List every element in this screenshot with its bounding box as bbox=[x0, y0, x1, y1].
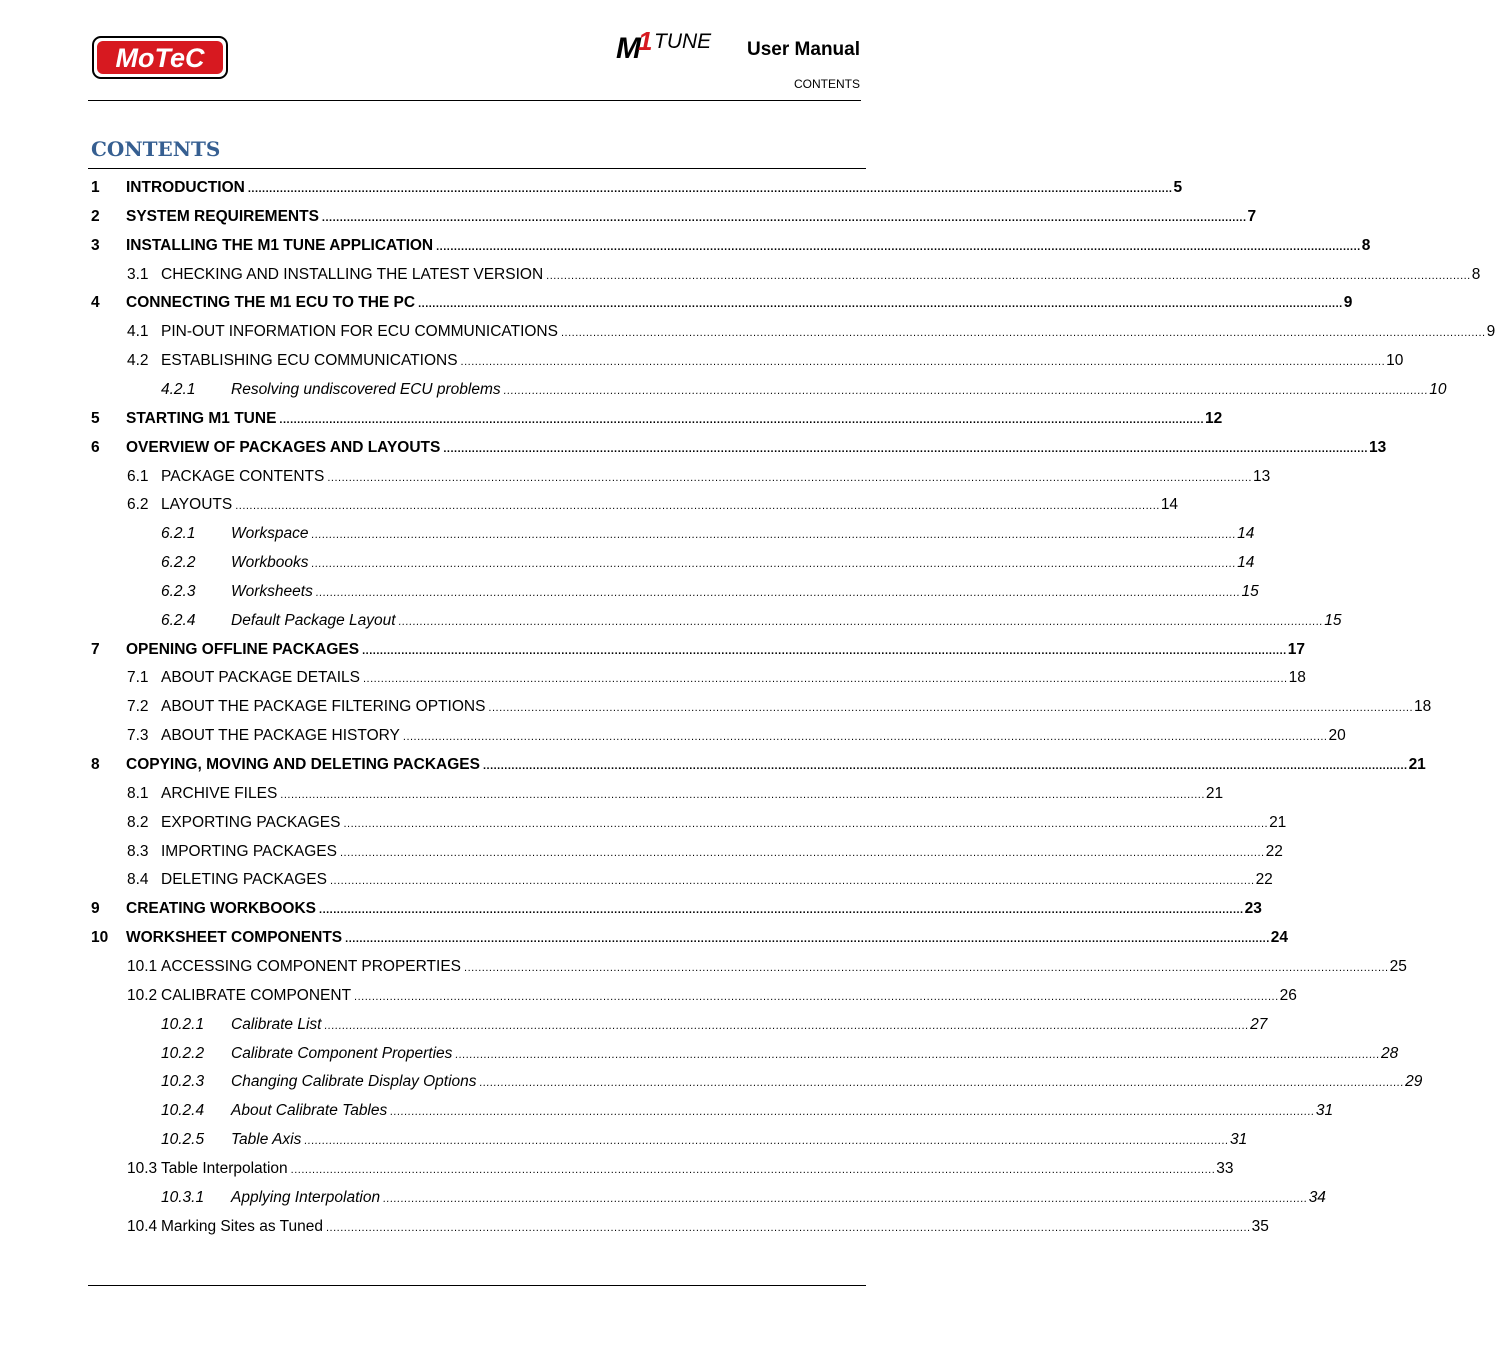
toc-entry[interactable] bbox=[0, 1218, 1269, 1240]
toc-entry-title: COPYING, MOVING AND DELETING PACKAGES bbox=[126, 756, 480, 773]
toc-entry-page: 25 bbox=[1389, 958, 1407, 975]
toc-entry[interactable] bbox=[0, 381, 1447, 403]
toc-entry-number: 8.3 bbox=[127, 843, 149, 860]
toc-dot-leader: .................................................................................................................................................................................................................................................................... bbox=[464, 962, 1389, 974]
toc-entry-page: 21 bbox=[1205, 785, 1224, 802]
toc-entry-page: 29 bbox=[1405, 1073, 1423, 1090]
toc-entry-line bbox=[161, 958, 1407, 976]
toc-dot-leader: .................................................................................................................................................................................................................................................................... bbox=[479, 1077, 1405, 1089]
toc-entry-line bbox=[161, 698, 1432, 716]
toc-dot-leader: .................................................................................................................................................................................................................................................................... bbox=[402, 731, 1328, 743]
toc-entry-page: 27 bbox=[1250, 1016, 1268, 1033]
toc-entry-line bbox=[161, 323, 1495, 341]
toc-entry-page: 10 bbox=[1429, 381, 1447, 398]
toc-entry-title: OVERVIEW OF PACKAGES AND LAYOUTS bbox=[126, 439, 441, 456]
toc-dot-leader: .................................................................................................................................................................................................................................................................... bbox=[315, 587, 1241, 599]
toc-dot-leader: .................................................................................................................................................................................................................................................................... bbox=[560, 327, 1486, 339]
toc-entry-line bbox=[126, 641, 1305, 659]
toc-entry[interactable] bbox=[0, 323, 1495, 345]
toc-entry-page: 34 bbox=[1308, 1189, 1326, 1206]
toc-entry-number: 9 bbox=[91, 900, 100, 917]
toc-entry[interactable] bbox=[0, 496, 1179, 518]
toc-entry-number: 4.1 bbox=[127, 323, 149, 340]
toc-dot-leader: .................................................................................................................................................................................................................................................................... bbox=[362, 673, 1288, 685]
toc-entry-line bbox=[231, 1045, 1399, 1063]
toc-entry[interactable] bbox=[0, 669, 1306, 691]
toc-entry-line bbox=[126, 900, 1262, 918]
toc-entry[interactable] bbox=[0, 929, 1289, 951]
toc-entry[interactable] bbox=[0, 1016, 1268, 1038]
toc-dot-leader: .................................................................................................................................................................................................................................................................... bbox=[321, 212, 1247, 224]
toc-entry[interactable] bbox=[0, 1045, 1399, 1067]
toc-entry-number: 10.1 bbox=[127, 958, 158, 975]
toc-dot-leader: .................................................................................................................................................................................................................................................................... bbox=[443, 443, 1368, 455]
toc-entry-line bbox=[161, 669, 1306, 687]
toc-entry-title: ABOUT PACKAGE DETAILS bbox=[161, 669, 360, 686]
toc-entry-page: 15 bbox=[1241, 583, 1259, 600]
toc-entry-number: 10.2 bbox=[127, 987, 158, 1004]
toc-dot-leader: .................................................................................................................................................................................................................................................................... bbox=[488, 702, 1414, 714]
toc-entry-number: 6.2 bbox=[127, 496, 149, 513]
toc-entry-line bbox=[126, 929, 1289, 947]
toc-dot-leader: .................................................................................................................................................................................................................................................................... bbox=[279, 414, 1205, 426]
toc-entry[interactable] bbox=[0, 208, 1257, 230]
toc-entry[interactable] bbox=[0, 987, 1297, 1009]
toc-entry-title: EXPORTING PACKAGES bbox=[161, 814, 341, 831]
toc-entry-number: 2 bbox=[91, 208, 100, 225]
toc-dot-leader: .................................................................................................................................................................................................................................................................... bbox=[235, 500, 1160, 512]
toc-dot-leader: .................................................................................................................................................................................................................................................................... bbox=[482, 760, 1408, 772]
svg-text:TUNE: TUNE bbox=[654, 30, 712, 53]
toc-entry-number: 10.3.1 bbox=[161, 1189, 205, 1206]
header-section-label: CONTENTS bbox=[794, 77, 860, 91]
toc-entry-line bbox=[231, 583, 1259, 601]
toc-entry-page: 13 bbox=[1368, 439, 1387, 456]
toc-dot-leader: .................................................................................................................................................................................................................................................................... bbox=[418, 298, 1343, 310]
toc-entry-number: 5 bbox=[91, 410, 100, 427]
toc-dot-leader: .................................................................................................................................................................................................................................................................... bbox=[455, 1049, 1381, 1061]
toc-entry-number: 8.4 bbox=[127, 871, 149, 888]
toc-entry-title: Changing Calibrate Display Options bbox=[231, 1073, 477, 1090]
toc-entry-number: 10.2.5 bbox=[161, 1131, 205, 1148]
toc-entry-title: Default Package Layout bbox=[231, 612, 396, 629]
toc-entry[interactable] bbox=[0, 612, 1342, 634]
toc-entry-title: OPENING OFFLINE PACKAGES bbox=[126, 641, 360, 658]
toc-entry[interactable] bbox=[0, 1189, 1326, 1211]
toc-entry[interactable] bbox=[0, 641, 1305, 663]
toc-entry-page: 14 bbox=[1160, 496, 1179, 513]
toc-entry-page: 26 bbox=[1279, 987, 1297, 1004]
toc-entry-number: 8 bbox=[91, 756, 100, 773]
toc-entry-title: ARCHIVE FILES bbox=[161, 785, 278, 802]
toc-dot-leader: .................................................................................................................................................................................................................................................................... bbox=[343, 818, 1269, 830]
toc-dot-leader: .................................................................................................................................................................................................................................................................... bbox=[311, 558, 1237, 570]
toc-entry[interactable] bbox=[0, 958, 1407, 980]
toc-entry-page: 8 bbox=[1361, 237, 1371, 254]
toc-dot-leader: .................................................................................................................................................................................................................................................................... bbox=[390, 1106, 1315, 1118]
toc-entry-line bbox=[161, 468, 1271, 486]
toc-dot-leader: .................................................................................................................................................................................................................................................................... bbox=[383, 1193, 1308, 1205]
toc-entry[interactable] bbox=[0, 843, 1283, 865]
toc-entry-page: 31 bbox=[1229, 1131, 1248, 1148]
toc-entry-title: Worksheets bbox=[231, 583, 313, 600]
toc-dot-leader: .................................................................................................................................................................................................................................................................... bbox=[354, 991, 1279, 1003]
toc-dot-leader: .................................................................................................................................................................................................................................................................... bbox=[290, 1164, 1216, 1176]
toc-entry[interactable] bbox=[0, 237, 1371, 259]
toc-entry[interactable] bbox=[0, 756, 1426, 778]
svg-text:M: M bbox=[616, 32, 641, 65]
toc-entry-line bbox=[231, 381, 1447, 399]
toc-entry-number: 10.3 bbox=[127, 1160, 158, 1177]
toc-dot-leader: .................................................................................................................................................................................................................................................................... bbox=[319, 904, 1244, 916]
toc-entry-number: 6.1 bbox=[127, 468, 149, 485]
toc-entry[interactable] bbox=[0, 727, 1346, 749]
toc-entry-number: 3.1 bbox=[127, 266, 149, 283]
toc-entry-line bbox=[161, 843, 1283, 861]
toc-entry-line bbox=[161, 266, 1481, 284]
toc-dot-leader: .................................................................................................................................................................................................................................................................... bbox=[503, 385, 1429, 397]
toc-entry-line bbox=[231, 525, 1255, 543]
toc-entry-line bbox=[161, 496, 1179, 514]
toc-entry-line bbox=[126, 179, 1183, 197]
toc-entry-page: 9 bbox=[1343, 294, 1353, 311]
toc-entry-title: SYSTEM REQUIREMENTS bbox=[126, 208, 319, 225]
toc-entry-line bbox=[126, 756, 1426, 774]
toc-entry-title: Calibrate Component Properties bbox=[231, 1045, 453, 1062]
toc-entry-page: 9 bbox=[1486, 323, 1495, 340]
toc-entry-number: 6.2.4 bbox=[161, 612, 196, 629]
toc-entry[interactable] bbox=[0, 698, 1432, 720]
motec-logo-text: MoTeC bbox=[115, 43, 205, 73]
toc-entry-title: ABOUT THE PACKAGE FILTERING OPTIONS bbox=[161, 698, 486, 715]
toc-entry-title: IMPORTING PACKAGES bbox=[161, 843, 337, 860]
toc-entry-page: 10 bbox=[1386, 352, 1404, 369]
toc-entry[interactable] bbox=[0, 1160, 1234, 1182]
toc-entry-page: 13 bbox=[1252, 468, 1271, 485]
toc-entry-title: Table Axis bbox=[231, 1131, 302, 1148]
toc-entry-line bbox=[161, 1218, 1269, 1236]
toc-entry-number: 10.2.3 bbox=[161, 1073, 205, 1090]
toc-entry-line bbox=[126, 410, 1223, 428]
toc-entry-line bbox=[231, 554, 1255, 572]
toc-entry-number: 6 bbox=[91, 439, 100, 456]
contents-heading: CONTENTS bbox=[91, 137, 221, 161]
toc-entry-title: Marking Sites as Tuned bbox=[161, 1218, 323, 1235]
toc-entry-line bbox=[126, 294, 1353, 312]
toc-dot-leader: .................................................................................................................................................................................................................................................................... bbox=[345, 933, 1270, 945]
toc-entry-number: 4 bbox=[91, 294, 100, 311]
toc-entry-line bbox=[231, 612, 1342, 630]
toc-dot-leader: .................................................................................................................................................................................................................................................................... bbox=[304, 1135, 1229, 1147]
toc-entry[interactable] bbox=[0, 439, 1387, 461]
toc-dot-leader: .................................................................................................................................................................................................................................................................... bbox=[327, 472, 1252, 484]
toc-entry-line bbox=[231, 1131, 1248, 1149]
toc-entry-number: 7.1 bbox=[127, 669, 149, 686]
toc-entry-number: 7 bbox=[91, 641, 100, 658]
toc-entry-page: 23 bbox=[1244, 900, 1262, 917]
toc-entry-title: Calibrate List bbox=[231, 1016, 322, 1033]
toc-entry-line bbox=[231, 1016, 1268, 1034]
toc-entry-title: CHECKING AND INSTALLING THE LATEST VERSION bbox=[161, 266, 544, 283]
svg-text:1: 1 bbox=[638, 26, 653, 56]
toc-entry-page: 31 bbox=[1315, 1102, 1334, 1119]
toc-dot-leader: .................................................................................................................................................................................................................................................................... bbox=[546, 270, 1471, 282]
toc-dot-leader: .................................................................................................................................................................................................................................................................... bbox=[247, 183, 1173, 195]
toc-entry-title: STARTING M1 TUNE bbox=[126, 410, 277, 427]
toc-entry-number: 10.2.1 bbox=[161, 1016, 205, 1033]
toc-entry[interactable] bbox=[0, 1131, 1248, 1153]
toc-entry-title: CREATING WORKBOOKS bbox=[126, 900, 317, 917]
toc-entry-title: INSTALLING THE M1 TUNE APPLICATION bbox=[126, 237, 434, 254]
toc-entry-title: INTRODUCTION bbox=[126, 179, 245, 196]
toc-entry[interactable] bbox=[0, 871, 1273, 893]
toc-entry-line bbox=[126, 237, 1371, 255]
toc-entry-line bbox=[161, 352, 1404, 370]
toc-entry-title: PACKAGE CONTENTS bbox=[161, 468, 325, 485]
toc-entry-line bbox=[161, 727, 1346, 745]
toc-dot-leader: .................................................................................................................................................................................................................................................................... bbox=[460, 356, 1386, 368]
toc-entry-page: 21 bbox=[1269, 814, 1287, 831]
toc-dot-leader: .................................................................................................................................................................................................................................................................... bbox=[362, 645, 1287, 657]
toc-entry-page: 14 bbox=[1237, 525, 1255, 542]
toc-entry-page: 15 bbox=[1324, 612, 1342, 629]
toc-entry-line bbox=[231, 1102, 1334, 1120]
toc-entry-page: 20 bbox=[1328, 727, 1346, 744]
toc-entry-page: 18 bbox=[1414, 698, 1432, 715]
toc-entry[interactable] bbox=[0, 1102, 1334, 1124]
toc-entry-page: 24 bbox=[1270, 929, 1289, 946]
toc-entry-title: Workbooks bbox=[231, 554, 309, 571]
toc-entry-number: 6.2.3 bbox=[161, 583, 196, 600]
toc-entry-number: 7.3 bbox=[127, 727, 149, 744]
toc-entry-page: 7 bbox=[1247, 208, 1257, 225]
toc-entry[interactable] bbox=[0, 583, 1259, 605]
toc-dot-leader: .................................................................................................................................................................................................................................................................... bbox=[325, 1222, 1251, 1234]
toc-entry-page: 22 bbox=[1265, 843, 1283, 860]
toc-entry-page: 14 bbox=[1237, 554, 1255, 571]
toc-entry-number: 10.4 bbox=[127, 1218, 158, 1235]
toc-entry-title: LAYOUTS bbox=[161, 496, 233, 513]
toc-entry-line bbox=[231, 1073, 1423, 1091]
toc-entry-title: Applying Interpolation bbox=[231, 1189, 381, 1206]
toc-entry-title: Table Interpolation bbox=[161, 1160, 288, 1177]
toc-dot-leader: .................................................................................................................................................................................................................................................................... bbox=[398, 616, 1324, 628]
toc-entry[interactable] bbox=[0, 294, 1353, 316]
toc-entry-number: 10.2.2 bbox=[161, 1045, 205, 1062]
toc-dot-leader: .................................................................................................................................................................................................................................................................... bbox=[324, 1020, 1250, 1032]
toc-entry[interactable] bbox=[0, 814, 1287, 836]
toc-entry-number: 4.2 bbox=[127, 352, 149, 369]
toc-entry-page: 35 bbox=[1251, 1218, 1269, 1235]
toc-entry-line bbox=[126, 208, 1257, 226]
toc-entry-title: WORKSHEET COMPONENTS bbox=[126, 929, 343, 946]
toc-dot-leader: .................................................................................................................................................................................................................................................................... bbox=[436, 241, 1361, 253]
toc-entry-line bbox=[161, 785, 1224, 803]
toc-entry-page: 17 bbox=[1287, 641, 1305, 658]
toc-entry-number: 6.2.2 bbox=[161, 554, 196, 571]
toc-dot-leader: .................................................................................................................................................................................................................................................................... bbox=[311, 529, 1237, 541]
toc-entry-title: ACCESSING COMPONENT PROPERTIES bbox=[161, 958, 462, 975]
toc-entry-number: 8.2 bbox=[127, 814, 149, 831]
toc-entry[interactable] bbox=[0, 900, 1262, 922]
toc-entry-number: 10.2.4 bbox=[161, 1102, 205, 1119]
toc-entry-page: 18 bbox=[1288, 669, 1306, 686]
toc-entry-page: 5 bbox=[1173, 179, 1183, 196]
toc-entry-number: 1 bbox=[91, 179, 100, 196]
toc-entry-page: 12 bbox=[1205, 410, 1223, 427]
toc-entry[interactable] bbox=[0, 266, 1481, 288]
toc-entry[interactable] bbox=[0, 352, 1404, 374]
toc-entry-page: 33 bbox=[1216, 1160, 1234, 1177]
toc-entry-page: 22 bbox=[1255, 871, 1273, 888]
toc-dot-leader: .................................................................................................................................................................................................................................................................... bbox=[340, 847, 1265, 859]
toc-entry-title: DELETING PACKAGES bbox=[161, 871, 327, 888]
toc-entry-title: About Calibrate Tables bbox=[231, 1102, 388, 1119]
toc-entry-title: CONNECTING THE M1 ECU TO THE PC bbox=[126, 294, 416, 311]
toc-entry-number: 8.1 bbox=[127, 785, 149, 802]
toc-entry-line bbox=[161, 814, 1287, 832]
toc-entry-title: ESTABLISHING ECU COMMUNICATIONS bbox=[161, 352, 458, 369]
toc-entry-line bbox=[161, 1160, 1234, 1178]
toc-entry[interactable] bbox=[0, 1073, 1423, 1095]
toc-entry[interactable] bbox=[0, 468, 1271, 490]
toc-entry-number: 7.2 bbox=[127, 698, 149, 715]
toc-entry-line bbox=[126, 439, 1387, 457]
footer-divider bbox=[88, 1285, 866, 1286]
toc-entry-line bbox=[161, 987, 1297, 1005]
toc-entry-number: 4.2.1 bbox=[161, 381, 196, 398]
toc-entry-title: PIN-OUT INFORMATION FOR ECU COMMUNICATIONS bbox=[161, 323, 558, 340]
toc-entry-title: Workspace bbox=[231, 525, 309, 542]
toc-entry[interactable] bbox=[0, 179, 1183, 201]
toc-entry[interactable] bbox=[0, 785, 1224, 807]
toc-entry-number: 3 bbox=[91, 237, 100, 254]
toc-entry[interactable] bbox=[0, 554, 1255, 576]
toc-dot-leader: .................................................................................................................................................................................................................................................................... bbox=[280, 789, 1205, 801]
toc-entry-page: 28 bbox=[1381, 1045, 1399, 1062]
toc-entry-title: CALIBRATE COMPONENT bbox=[161, 987, 352, 1004]
toc-dot-leader: .................................................................................................................................................................................................................................................................... bbox=[329, 875, 1255, 887]
toc-entry[interactable] bbox=[0, 525, 1255, 547]
toc-entry-number: 10 bbox=[91, 929, 109, 946]
toc-entry-number: 6.2.1 bbox=[161, 525, 196, 542]
toc-entry-page: 21 bbox=[1408, 756, 1426, 773]
manual-title: User Manual bbox=[747, 39, 860, 60]
toc-entry-page: 8 bbox=[1471, 266, 1481, 283]
toc-entry-line bbox=[161, 871, 1273, 889]
toc-entry-title: Resolving undiscovered ECU problems bbox=[231, 381, 501, 398]
toc-entry-line bbox=[231, 1189, 1326, 1207]
toc-entry[interactable] bbox=[0, 410, 1223, 432]
toc-entry-title: ABOUT THE PACKAGE HISTORY bbox=[161, 727, 400, 744]
